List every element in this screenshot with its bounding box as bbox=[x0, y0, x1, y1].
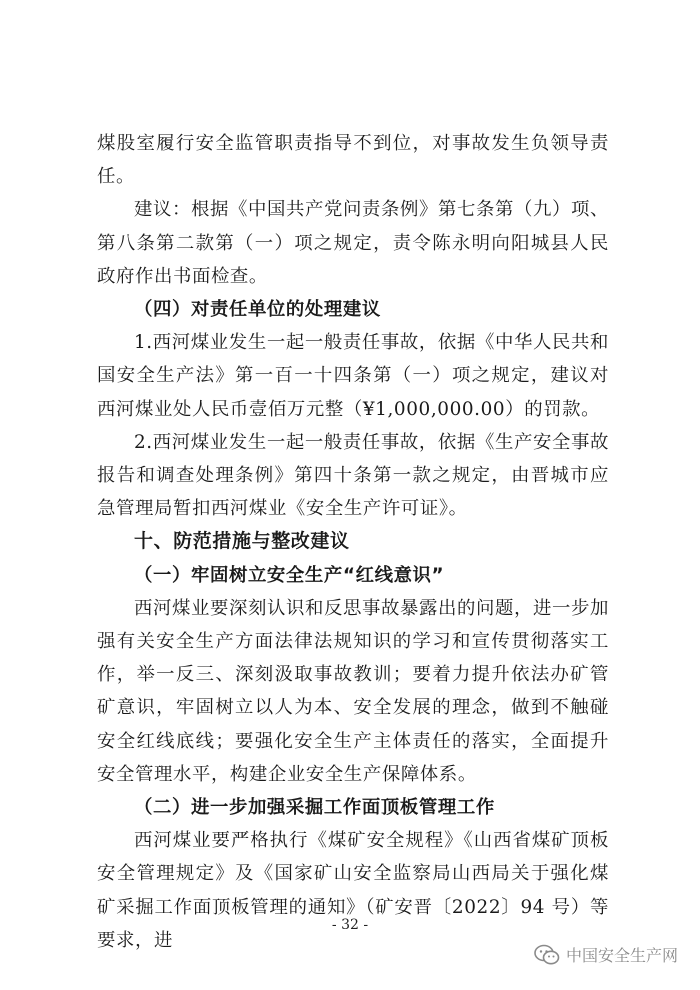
section-heading-prevention: 十、防范措施与整改建议 bbox=[134, 530, 350, 553]
paragraph-red-line: 西河煤业要深刻认识和反思事故暴露出的问题，进一步加强有关安全生产方面法律法规知识的学习和宣传贯彻落实工作，举一反三、深刻汲取事故教训；要着力提升依法办矿管矿意识，牢固树立以人为本、安全发展的理念，做到不触碰安全红线底线；要强化安全生产主体责任的落实，全面提升安全管理水平，构建企业安全生产保障体系。 bbox=[97, 597, 609, 785]
wechat-icon bbox=[534, 944, 560, 966]
paragraph-penalty-fine: 1.西河煤业发生一起一般责任事故，依据《中华人民共和国安全生产法》第一百一十四条第（一）项之规定，建议对西河煤业处人民币壹佰万元整（¥1,000,000.00）的罚款。 bbox=[97, 332, 609, 420]
paragraph-license-suspension: 2.西河煤业发生一起一般责任事故，依据《生产安全事故报告和调查处理条例》第四十条第一款之规定，由晋城市应急管理局暂扣西河煤业《安全生产许可证》。 bbox=[97, 431, 609, 520]
paragraph-roof-management: 西河煤业要严格执行《煤矿安全规程》《山西省煤矿顶板安全管理规定》及《国家矿山安全监察局山西局关于强化煤矿采掘工作面顶板管理的通知》（矿安晋〔2022〕94 号）等要求，进 bbox=[97, 830, 609, 951]
document-body bbox=[97, 127, 609, 957]
paragraph-recommendation: 建议：根据《中国共产党问责条例》第七条第（九）项、第八条第二款第（一）项之规定，责令陈永明向阳城县人民政府作出书面检查。 bbox=[97, 199, 609, 287]
watermark-text: 中国安全生产网 bbox=[565, 946, 678, 965]
paragraph-responsibility-end: 煤股室履行安全监管职责指导不到位，对事故发生负领导责任。 bbox=[97, 133, 609, 188]
page-number: - 32 - bbox=[331, 917, 369, 933]
subheading-roof-management: （二）进一步加强采掘工作面顶板管理工作 bbox=[134, 797, 495, 819]
watermark bbox=[534, 943, 678, 966]
subheading-red-line: （一）牢固树立安全生产“红线意识” bbox=[134, 564, 445, 586]
subheading-unit-handling: （四）对责任单位的处理建议 bbox=[134, 299, 381, 321]
